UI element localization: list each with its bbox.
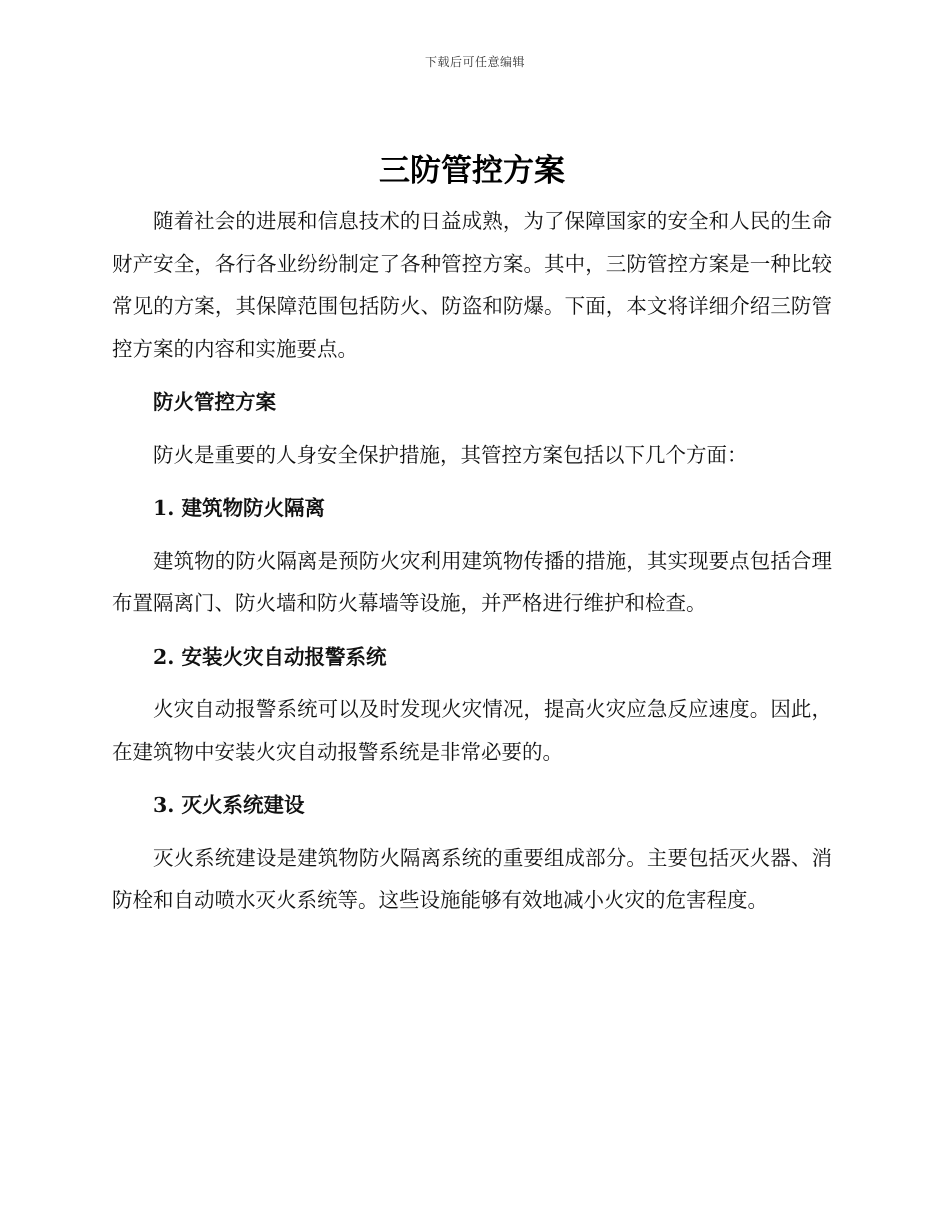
subheading-building-fire-separation: 1. 建筑物防火隔离 [153, 496, 326, 520]
document-body [112, 146, 832, 922]
subheading-fire-alarm-system: 2. 安装火灾自动报警系统 [153, 644, 387, 669]
section-heading-fire-control: 防火管控方案 [153, 390, 276, 414]
subheading-fire-extinguishing-system: 3. 灭火系统建设 [153, 793, 305, 817]
fire-alarm-system-paragraph: 火灾自动报警系统可以及时发现火灾情况，提高火灾应急反应速度。因此，在建筑物中安装火灾自动报警系统是非常必要的。 [112, 697, 832, 764]
header-note: 下载后可任意编辑 [424, 55, 525, 69]
building-fire-separation-paragraph: 建筑物的防火隔离是预防火灾利用建筑物传播的措施，其实现要点包括合理布置隔离门、防火墙和防火幕墙等设施，并严格进行维护和检查。 [112, 548, 832, 615]
document-title: 三防管控方案 [379, 153, 565, 189]
fire-extinguishing-system-paragraph: 灭火系统建设是建筑物防火隔离系统的重要组成部分。主要包括灭火器、消防栓和自动喷水灭火系统等。这些设施能够有效地减小火灾的危害程度。 [112, 845, 832, 912]
fire-control-intro-paragraph: 防火是重要的人身安全保护措施，其管控方案包括以下几个方面： [153, 442, 748, 467]
intro-paragraph: 随着社会的进展和信息技术的日益成熟，为了保障国家的安全和人民的生命财产安全，各行各业纷纷制定了各种管控方案。其中，三防管控方案是一种比较常见的方案，其保障范围包括防火、防盗和防爆。下面，本文将详细介绍三防管控方案的内容和实施要点。 [112, 209, 832, 361]
